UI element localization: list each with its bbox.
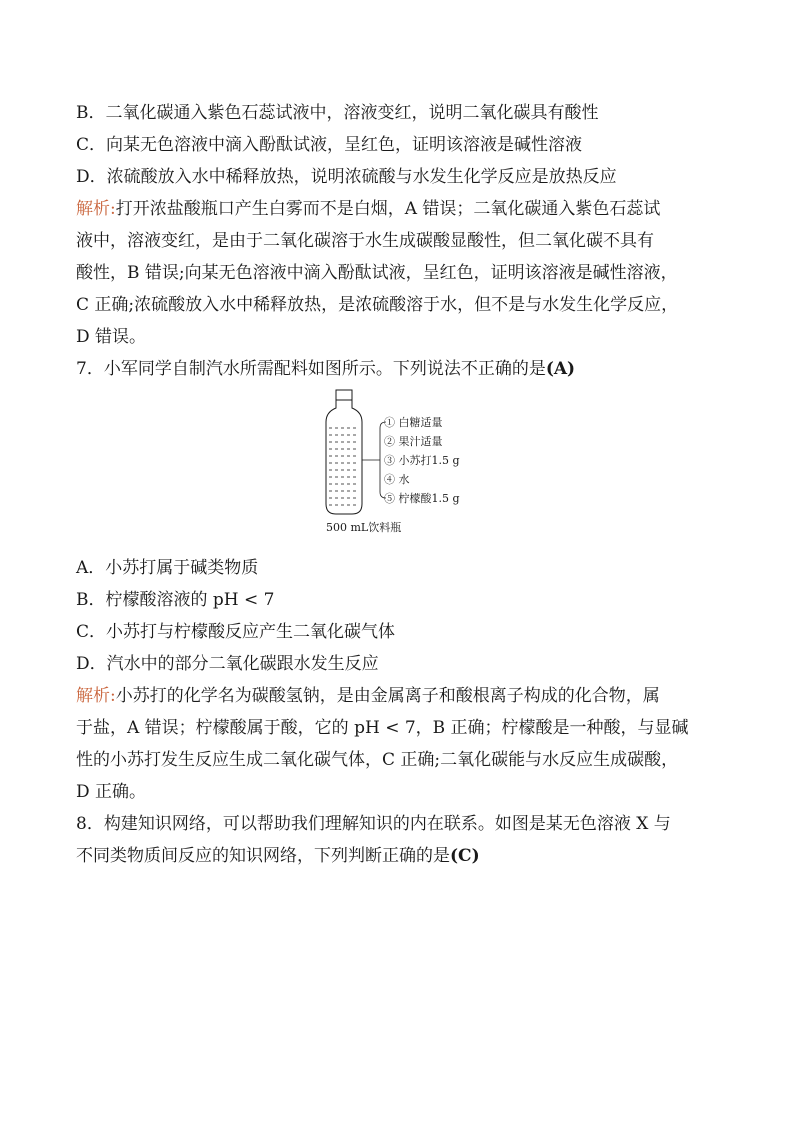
q7-option-b: B．柠檬酸溶液的 pH < 7: [76, 590, 275, 610]
q7-option-d: D．汽水中的部分二氧化碳跟水发生反应: [76, 654, 379, 674]
q6-option-c: C．向某无色溶液中滴入酚酞试液，呈红色，证明该溶液是碱性溶液: [76, 135, 583, 155]
ingredient-4: ④ 水: [384, 473, 410, 486]
bottle-liquid: [329, 428, 359, 505]
q7-analysis-line-3: 性的小苏打发生反应生成二氧化碳气体，C 正确;二氧化碳能与水反应生成碳酸，: [76, 750, 679, 770]
q6-analysis-line-3: 酸性，B 错误;向某无色溶液中滴入酚酞试液，呈红色，证明该溶液是碱性溶液，: [76, 263, 678, 283]
q7-bottle-figure: [316, 388, 496, 538]
q8-answer: (C): [450, 846, 480, 866]
ingredient-5: ⑤ 柠檬酸1.5 g: [384, 492, 460, 505]
bottle-body: [326, 400, 362, 514]
q6-option-d: D．浓硫酸放入水中稀释放热，说明浓硫酸与水发生化学反应是放热反应: [76, 167, 617, 187]
bottle-cap: [336, 390, 352, 400]
ingredient-3: ③ 小苏打1.5 g: [384, 454, 460, 467]
q8-stem-line-1: 8．构建知识网络，可以帮助我们理解知识的内在联系。如图是某无色溶液 X 与: [76, 814, 671, 834]
q6-analysis-line-1: [76, 199, 660, 219]
q7-stem-text: 7．小军同学自制汽水所需配料如图所示。下列说法不正确的是: [76, 359, 546, 379]
q7-analysis-line-1: [76, 686, 660, 706]
q6-analysis-line-2: 液中，溶液变红，是由于二氧化碳溶于水生成碳酸显酸性，但二氧化碳不具有: [76, 231, 654, 251]
q7-answer: (A): [545, 359, 576, 379]
q7-option-c: C．小苏打与柠檬酸反应产生二氧化碳气体: [76, 622, 396, 642]
q6-analysis-label: 解析:: [76, 199, 116, 219]
q8-stem-text-2: 不同类物质间反应的知识网络，下列判断正确的是: [76, 846, 450, 866]
q8-stem-line-2: [76, 846, 480, 866]
q7-stem: [76, 359, 575, 379]
q6-option-b: B．二氧化碳通入紫色石蕊试液中，溶液变红，说明二氧化碳具有酸性: [76, 103, 599, 123]
q7-analysis-line-2: 于盐，A 错误；柠檬酸属于酸，它的 pH < 7，B 正确；柠檬酸是一种酸，与显碱: [76, 718, 689, 738]
q7-option-a: A．小苏打属于碱类物质: [76, 558, 259, 578]
q7-analysis-text-1: 小苏打的化学名为碳酸氢钠，是由金属离子和酸根离子构成的化合物，属: [115, 686, 660, 706]
ingredient-2: ② 果汁适量: [384, 435, 443, 448]
q6-analysis-line-5: D 错误。: [76, 327, 147, 347]
q6-analysis-text-1: 打开浓盐酸瓶口产生白雾而不是白烟，A 错误；二氧化碳通入紫色石蕊试: [115, 199, 661, 219]
ingredient-1: ① 白糖适量: [384, 416, 443, 429]
bottle-diagram: [316, 388, 496, 538]
figure-caption: 500 mL饮料瓶: [326, 521, 402, 534]
q7-analysis-label: 解析:: [76, 686, 116, 706]
q7-analysis-line-4: D 正确。: [76, 782, 147, 802]
q6-analysis-line-4: C 正确;浓硫酸放入水中稀释放热，是浓硫酸溶于水，但不是与水发生化学反应，: [76, 295, 679, 315]
